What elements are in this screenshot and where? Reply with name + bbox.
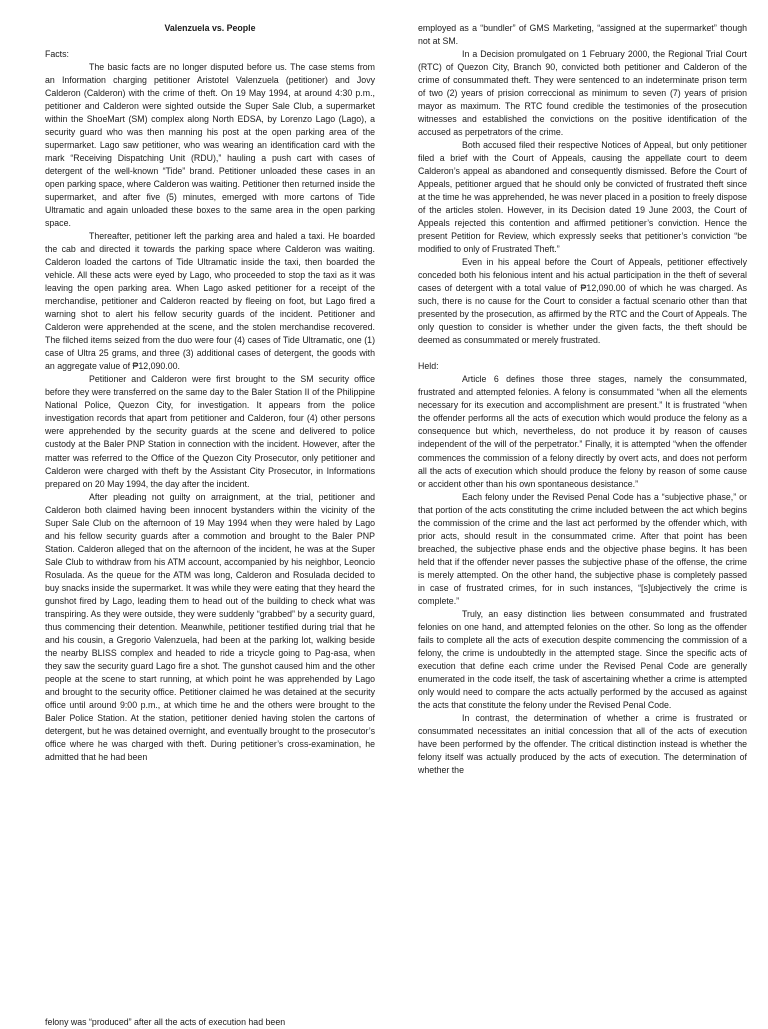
document-title: Valenzuela vs. People (164, 23, 256, 33)
held-paragraph: Article 6 defines those three stages, namely the consummated, frustrated and attempted felonies. A felony is consummated “when all the elements necessary for its execution and accomplishment are present.” It is frustrated “when the offender performs all the acts of execution which would produce the felony as a consequence but which, nevertheless, do not produce it by reason of causes independent of the will of the perpetrator.” Finally, it is attempted “when the offender commences the commission of a felony directly by overt acts, and does not perform all the acts of execution which should produce the felony by reason of some cause or accident other than his own spontaneous desistance.” (418, 374, 747, 489)
right-column (418, 22, 747, 777)
left-column (45, 22, 375, 764)
next-page-fragment: felony was “produced” after all the acts of execution had been (45, 1017, 286, 1027)
facts-paragraph: Thereafter, petitioner left the parking area and haled a taxi. He boarded the cab and directed it towards the parking space where Calderon was waiting. Calderon loaded the cartons of Tide Ultramatic inside the taxi, then boarded the vehicle. All these acts were eyed by Lago, who proceeded to stop the taxi as it was leaving the open parking area. When Lago asked petitioner for a receipt of the merchandise, petitioner and Calderon reacted by fleeing on foot, but Lago fired a warning shot to alert his fellow security guards of the incident. Petitioner and Calderon were apprehended at the scene, and the stolen merchandise recovered. The filched items seized from the duo were four (4) cases of Tide Ultramatic, one (1) case of Ultra 25 grams, and three (3) additional cases of detergent, the goods with an aggregate value of ₱12,090.00. (45, 231, 375, 372)
held-paragraph: Truly, an easy distinction lies between consummated and frustrated felonies on one hand, and attempted felonies on the other. So long as the offender fails to complete all the acts of execution despite commencing the commission of a felony, the crime is undoubtedly in the attempted stage. Since the specific acts of execution that define each crime under the Revised Penal Code are generally enumerated in the code itself, the task of ascertaining whether a crime is attempted only would need to compare the acts actually performed by the accused as against the acts that constitute the felony under the Revised Penal Code. (418, 608, 747, 710)
facts-paragraph: Petitioner and Calderon were first brought to the SM security office before they were transferred on the same day to the Baler Station II of the Philippine National Police, Quezon City, for investigation. It appears from the police investigation records that apart from petitioner and Calderon, four (4) other persons were apprehended by the security guards at the scene and delivered to police custody at the Baler PNP Station in connection with the incident. However, after the matter was referred to the Office of the Quezon City Prosecutor, only petitioner and Calderon were charged with theft by the Assistant City Prosecutor, in Informations prepared on 20 May 1994, the day after the incident. (45, 374, 375, 489)
facts-label: Facts: (45, 49, 69, 60)
facts-paragraph: After pleading not guilty on arraignment, at the trial, petitioner and Calderon both claimed having been innocent bystanders within the vicinity of the Super Sale Club on the afternoon of 19 May 1994 when they were haled by Lago and his fellow security guards after a commotion and brought to the Baler PNP Station. Calderon alleged that on the afternoon of the incident, he was at the Super Sale Club to withdraw from his ATM account, accompanied by his neighbor, Leoncio Rosulada. As the queue for the ATM was long, Calderon and Rosulada decided to buy snacks inside the supermarket. It was while they were eating that they heard the gunshot fired by Lago, leading them to head out of the building to check what was transpiring. As they were outside, they were suddenly “grabbed” by a security guard, thus commencing their detention. Meanwhile, petitioner testified during trial that he and his cousin, a Gregorio Valenzuela, had been at the parking lot, walking beside the nearby BLISS complex and headed to ride a tricycle going to Pag-asa, when they saw the security guard Lago fire a shot. The gunshot caused him and the other people at the scene to start running, at which point he was apprehended by Lago and brought to the security office. Petitioner claimed he was detained at the security office until around 9:00 p.m., at which time he and the others were brought to the Baler Police Station. At the station, petitioner denied having stolen the cartons of detergent, but he was detained overnight, and eventually brought to the prosecutor’s office where he was charged with theft. During petitioner’s cross-examination, he admitted that he had been (45, 491, 375, 762)
facts-continuation: employed as a “bundler” of GMS Marketing, “assigned at the supermarket” though not at SM. (418, 23, 747, 47)
facts-paragraph: Even in his appeal before the Court of Appeals, petitioner effectively conceded both his felonious intent and his actual participation in the theft of several cases of detergent with a total value of ₱12,090.00 of which he was charged. As such, there is no cause for the Court to consider a factual scenario other than that presented by the prosecution, as affirmed by the RTC and the Court of Appeals. The only question to consider is whether under the given facts, the theft should be deemed as consummated or merely frustrated. (418, 257, 747, 346)
section-gap (418, 347, 747, 360)
facts-paragraph: The basic facts are no longer disputed before us. The case stems from an Information charging petitioner Aristotel Valenzuela (petitioner) and Jovy Calderon (Calderon) with the crime of theft. On 19 May 1994, at around 4:30 p.m., petitioner and Calderon were sighted outside the Super Sale Club, a supermarket within the ShoeMart (SM) complex along North EDSA, by Lorenzo Lago (Lago), a security guard who was then manning his post at the open parking area of the supermarket. Lago saw petitioner, who was wearing an identification card with the mark “Receiving Dispatching Unit (RDU),” hauling a push cart with cases of detergent of the well-known “Tide” brand. Petitioner unloaded these cases in an open parking space, where Calderon was waiting. Petitioner then returned inside the supermarket, and after five (5) minutes, emerged with more cartons of Tide Ultramatic and again unloaded these boxes to the same area in the open parking space. (45, 62, 375, 229)
held-paragraph: Each felony under the Revised Penal Code has a “subjective phase,” or that portion of the acts constituting the crime included between the act which begins the commission of the crime and the last act performed by the offender which, with prior acts, should result in the consummated crime. After that point has been breached, the subjective phase ends and the objective phase begins. It has been held that if the offender never passes the subjective phase of the offense, the crime is merely attempted. On the other hand, the subjective phase is completely passed in case of frustrated crimes, for in such instances, “[s]ubjectively the crime is complete.” (418, 491, 747, 606)
facts-paragraph: Both accused filed their respective Notices of Appeal, but only petitioner filed a brief with the Court of Appeals, causing the appellate court to deem Calderon’s appeal as abandoned and consequently dismissed. Before the Court of Appeals, petitioner argued that he should only be convicted of frustrated theft since at the time he was apprehended, he was never placed in a position to freely dispose of the articles stolen. However, in its Decision dated 19 June 2003, the Court of Appeals rejected this contention and affirmed petitioner’s conviction. Hence the present Petition for Review, which expressly seeks that petitioner’s conviction “be modified to only of Frustrated Theft.” (418, 140, 747, 255)
held-label: Held: (418, 361, 439, 372)
facts-paragraph: In a Decision promulgated on 1 February 2000, the Regional Trial Court (RTC) of Quezon City, Branch 90, convicted both petitioner and Calderon of the crime of consummated theft. They were sentenced to an indeterminate prison term of two (2) years of prision correccional as minimum to seven (7) years of prision mayor as maximum. The RTC found credible the testimonies of the prosecution witnesses and established the convictions on the positive identification of the accused as perpetrators of the crime. (418, 49, 747, 138)
held-paragraph: In contrast, the determination of whether a crime is frustrated or consummated necessitates an initial concession that all of the acts of execution have been performed by the offender. The critical distinction instead is whether the felony itself was actually produced by the acts of execution. The determination of whether the (418, 712, 747, 775)
